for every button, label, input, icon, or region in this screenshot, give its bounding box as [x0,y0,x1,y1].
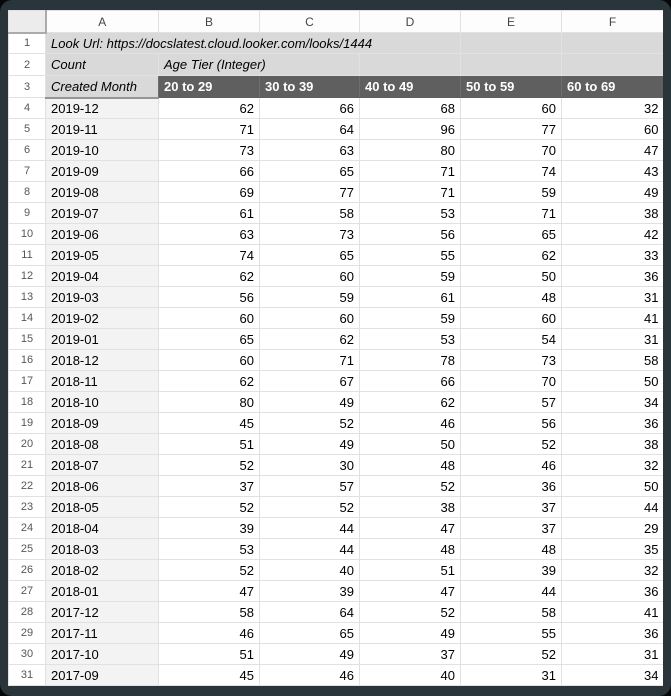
cell-count-value[interactable]: 39 [260,581,360,602]
cell-created-month[interactable]: 2018-04 [46,518,159,539]
cell-count-value[interactable]: 53 [360,329,461,350]
cell-created-month[interactable]: 2018-06 [46,476,159,497]
cell-count-value[interactable]: 55 [461,623,562,644]
row-header[interactable]: 13 [9,287,46,308]
cell-count-value[interactable]: 37 [360,644,461,665]
row-header[interactable]: 20 [9,434,46,455]
cell-count-value[interactable]: 47 [360,518,461,539]
table-row [9,644,664,665]
cell-created-month[interactable]: 2018-10 [46,392,159,413]
cell-count-value[interactable]: 60 [159,350,260,371]
cell-count-value[interactable]: 52 [360,476,461,497]
table-row [9,98,664,119]
cell-count-value[interactable]: 60 [461,308,562,329]
row-header[interactable]: 22 [9,476,46,497]
cell-count-value[interactable]: 60 [461,98,562,119]
cell-empty[interactable] [360,54,461,76]
table-row [9,455,664,476]
table-row [9,560,664,581]
column-header-a[interactable]: A [46,11,159,33]
cell-count-value[interactable]: 58 [461,602,562,623]
cell-count-value[interactable]: 66 [360,371,461,392]
row-header[interactable]: 18 [9,392,46,413]
cell-age-tier-60-69[interactable]: 60 to 69 [562,76,664,98]
pivot-header-row [9,76,664,98]
row-header[interactable]: 1 [9,33,46,54]
cell-age-tier-30-39[interactable]: 30 to 39 [260,76,360,98]
row-header[interactable]: 6 [9,140,46,161]
cell-count-value[interactable]: 37 [461,497,562,518]
cell-count-value[interactable]: 65 [260,161,360,182]
cell-created-month[interactable]: 2017-10 [46,644,159,665]
cell-count-value[interactable]: 62 [159,98,260,119]
table-row [9,476,664,497]
cell-count-value[interactable]: 69 [159,182,260,203]
cell-count-value[interactable]: 39 [159,518,260,539]
cell-count-value[interactable]: 52 [159,560,260,581]
spreadsheet-grid [8,10,663,686]
cell-count-value[interactable]: 61 [360,287,461,308]
cell-count-value[interactable]: 50 [562,371,664,392]
cell-count-value[interactable]: 36 [562,581,664,602]
cell-count-value[interactable]: 47 [360,581,461,602]
cell-count-value[interactable]: 36 [562,623,664,644]
column-header-c[interactable]: C [260,11,360,33]
table-row [9,665,664,686]
cell-created-month[interactable]: 2018-02 [46,560,159,581]
table-row [9,203,664,224]
cell-count-value[interactable]: 32 [562,98,664,119]
cell-count-value[interactable]: 96 [360,119,461,140]
cell-count-value[interactable]: 50 [360,434,461,455]
cell-count-value[interactable]: 67 [260,371,360,392]
table-row [9,182,664,203]
cell-count-value[interactable]: 70 [461,371,562,392]
look-url-row [9,33,664,54]
cell-count-value[interactable]: 62 [461,245,562,266]
cell-count-value[interactable]: 46 [461,455,562,476]
cell-created-month[interactable]: 2018-12 [46,350,159,371]
table-row [9,224,664,245]
cell-count-value[interactable]: 59 [260,287,360,308]
cell-count-value[interactable]: 48 [461,287,562,308]
table-row [9,371,664,392]
cell-created-month[interactable]: 2019-06 [46,224,159,245]
cell-count-value[interactable]: 77 [461,119,562,140]
column-header-b[interactable]: B [159,11,260,33]
cell-created-month[interactable]: 2019-05 [46,245,159,266]
cell-count-value[interactable]: 37 [159,476,260,497]
cell-count-value[interactable]: 66 [159,161,260,182]
cell-empty[interactable] [461,54,562,76]
cell-count-value[interactable]: 50 [562,476,664,497]
cell-count-value[interactable]: 63 [260,140,360,161]
cell-count-value[interactable]: 49 [360,623,461,644]
cell-count-value[interactable]: 71 [159,119,260,140]
row-header[interactable]: 27 [9,581,46,602]
row-header[interactable]: 21 [9,455,46,476]
cell-count-value[interactable]: 51 [360,560,461,581]
cell-age-tier-40-49[interactable]: 40 to 49 [360,76,461,98]
cell-age-tier-20-29[interactable]: 20 to 29 [159,76,260,98]
cell-count-value[interactable]: 64 [260,119,360,140]
cell-count-value[interactable]: 42 [562,224,664,245]
cell-count-value[interactable]: 53 [159,539,260,560]
cell-count-value[interactable]: 49 [260,392,360,413]
cell-created-month[interactable]: 2018-05 [46,497,159,518]
cell-count-value[interactable]: 71 [260,350,360,371]
cell-look-url[interactable]: Look Url: https://docslatest.cloud.looker.com/looks/1444 [46,33,461,54]
row-header[interactable]: 29 [9,623,46,644]
cell-count-value[interactable]: 74 [159,245,260,266]
cell-created-month[interactable]: 2017-09 [46,665,159,686]
cell-count-value[interactable]: 46 [360,413,461,434]
row-header[interactable]: 25 [9,539,46,560]
cell-created-month[interactable]: 2019-12 [46,98,159,119]
table-row [9,308,664,329]
cell-count-value[interactable]: 36 [461,476,562,497]
cell-count-value[interactable]: 49 [562,182,664,203]
table-row [9,602,664,623]
row-header[interactable]: 16 [9,350,46,371]
cell-created-month[interactable]: 2018-03 [46,539,159,560]
cell-count-value[interactable]: 51 [159,644,260,665]
cell-count-value[interactable]: 62 [260,329,360,350]
cell-count-value[interactable]: 45 [159,413,260,434]
cell-count-value[interactable]: 62 [360,392,461,413]
table-row [9,497,664,518]
row-header[interactable]: 3 [9,76,46,98]
cell-count-value[interactable]: 54 [461,329,562,350]
cell-count-value[interactable]: 70 [461,140,562,161]
cell-count-value[interactable]: 61 [159,203,260,224]
cell-created-month[interactable]: 2018-08 [46,434,159,455]
cell-count-value[interactable]: 58 [159,602,260,623]
select-all-corner[interactable] [9,11,46,33]
column-header-f[interactable]: F [562,11,664,33]
measure-row [9,54,664,76]
cell-created-month[interactable]: 2019-09 [46,161,159,182]
cell-count-label[interactable]: Count [46,54,159,76]
cell-count-value[interactable]: 44 [461,581,562,602]
row-header[interactable]: 5 [9,119,46,140]
cell-age-tier-50-59[interactable]: 50 to 59 [461,76,562,98]
cell-count-value[interactable]: 68 [360,98,461,119]
cell-count-value[interactable]: 52 [159,455,260,476]
row-header[interactable]: 24 [9,518,46,539]
cell-created-month[interactable]: 2018-07 [46,455,159,476]
cell-count-value[interactable]: 62 [159,371,260,392]
cell-count-value[interactable]: 46 [260,665,360,686]
cell-created-month[interactable]: 2017-11 [46,623,159,644]
cell-count-value[interactable]: 52 [461,434,562,455]
cell-count-value[interactable]: 46 [159,623,260,644]
cell-count-value[interactable]: 30 [260,455,360,476]
cell-count-value[interactable]: 32 [562,560,664,581]
cell-count-value[interactable]: 43 [562,161,664,182]
cell-created-month[interactable]: 2019-10 [46,140,159,161]
cell-count-value[interactable]: 58 [260,203,360,224]
cell-count-value[interactable]: 51 [159,434,260,455]
row-header[interactable]: 9 [9,203,46,224]
row-header[interactable]: 23 [9,497,46,518]
cell-created-month[interactable]: 2019-01 [46,329,159,350]
cell-created-month-label[interactable]: Created Month [46,76,159,98]
cell-count-value[interactable]: 65 [260,623,360,644]
cell-count-value[interactable]: 39 [461,560,562,581]
cell-count-value[interactable]: 52 [260,413,360,434]
table-row [9,413,664,434]
row-header[interactable]: 12 [9,266,46,287]
row-header[interactable]: 10 [9,224,46,245]
cell-created-month[interactable]: 2019-08 [46,182,159,203]
cell-count-value[interactable]: 35 [562,539,664,560]
cell-count-value[interactable]: 36 [562,266,664,287]
row-header[interactable]: 4 [9,98,46,119]
cell-count-value[interactable]: 59 [461,182,562,203]
cell-count-value[interactable]: 49 [260,434,360,455]
cell-created-month[interactable]: 2019-04 [46,266,159,287]
cell-created-month[interactable]: 2018-11 [46,371,159,392]
cell-empty[interactable] [461,33,562,54]
cell-count-value[interactable]: 58 [562,350,664,371]
row-header[interactable]: 11 [9,245,46,266]
cell-count-value[interactable]: 41 [562,602,664,623]
cell-count-value[interactable]: 31 [562,287,664,308]
cell-count-value[interactable]: 65 [461,224,562,245]
table-row [9,329,664,350]
cell-count-value[interactable]: 47 [562,140,664,161]
cell-count-value[interactable]: 47 [159,581,260,602]
cell-count-value[interactable]: 41 [562,308,664,329]
column-header-e[interactable]: E [461,11,562,33]
table-row [9,245,664,266]
cell-count-value[interactable]: 31 [562,329,664,350]
table-row [9,350,664,371]
cell-count-value[interactable]: 59 [360,266,461,287]
table-row [9,287,664,308]
cell-created-month[interactable]: 2018-01 [46,581,159,602]
cell-count-value[interactable]: 74 [461,161,562,182]
cell-count-value[interactable]: 53 [360,203,461,224]
cell-count-value[interactable]: 31 [562,644,664,665]
table-row [9,518,664,539]
table-row [9,140,664,161]
cell-count-value[interactable]: 73 [260,224,360,245]
row-header[interactable]: 30 [9,644,46,665]
cell-count-value[interactable]: 31 [461,665,562,686]
cell-count-value[interactable]: 52 [260,497,360,518]
cell-count-value[interactable]: 64 [260,602,360,623]
cell-count-value[interactable]: 34 [562,392,664,413]
cell-count-value[interactable]: 60 [562,119,664,140]
cell-count-value[interactable]: 65 [159,329,260,350]
cell-count-value[interactable]: 71 [360,182,461,203]
cell-created-month[interactable]: 2017-12 [46,602,159,623]
cell-count-value[interactable]: 40 [260,560,360,581]
cell-count-value[interactable]: 56 [461,413,562,434]
spreadsheet [8,10,663,686]
cell-count-value[interactable]: 36 [562,413,664,434]
cell-count-value[interactable]: 60 [159,308,260,329]
cell-count-value[interactable]: 73 [159,140,260,161]
cell-count-value[interactable]: 52 [360,602,461,623]
table-row [9,581,664,602]
cell-empty[interactable] [562,33,664,54]
cell-count-value[interactable]: 45 [159,665,260,686]
cell-count-value[interactable]: 48 [461,539,562,560]
cell-created-month[interactable]: 2019-02 [46,308,159,329]
column-header-d[interactable]: D [360,11,461,33]
cell-count-value[interactable]: 52 [159,497,260,518]
row-header[interactable]: 19 [9,413,46,434]
cell-count-value[interactable]: 48 [360,539,461,560]
cell-count-value[interactable]: 60 [260,266,360,287]
cell-count-value[interactable]: 50 [461,266,562,287]
cell-count-value[interactable]: 38 [562,434,664,455]
cell-count-value[interactable]: 34 [562,665,664,686]
cell-created-month[interactable]: 2019-11 [46,119,159,140]
cell-count-value[interactable]: 52 [461,644,562,665]
row-header[interactable]: 17 [9,371,46,392]
cell-count-value[interactable]: 29 [562,518,664,539]
cell-created-month[interactable]: 2019-07 [46,203,159,224]
cell-count-value[interactable]: 71 [461,203,562,224]
table-row [9,539,664,560]
cell-count-value[interactable]: 56 [159,287,260,308]
cell-count-value[interactable]: 65 [260,245,360,266]
table-row [9,119,664,140]
row-header[interactable]: 15 [9,329,46,350]
cell-count-value[interactable]: 49 [260,644,360,665]
cell-count-value[interactable]: 57 [260,476,360,497]
row-header[interactable]: 8 [9,182,46,203]
cell-count-value[interactable]: 44 [260,539,360,560]
row-header[interactable]: 14 [9,308,46,329]
cell-count-value[interactable]: 38 [360,497,461,518]
row-header[interactable]: 7 [9,161,46,182]
cell-count-value[interactable]: 44 [260,518,360,539]
table-row [9,266,664,287]
cell-empty[interactable] [562,54,664,76]
row-header[interactable]: 26 [9,560,46,581]
table-row [9,434,664,455]
cell-count-value[interactable]: 66 [260,98,360,119]
cell-count-value[interactable]: 71 [360,161,461,182]
cell-count-value[interactable]: 57 [461,392,562,413]
cell-count-value[interactable]: 77 [260,182,360,203]
cell-created-month[interactable]: 2018-09 [46,413,159,434]
table-row [9,392,664,413]
cell-count-value[interactable]: 32 [562,455,664,476]
cell-count-value[interactable]: 38 [562,203,664,224]
cell-count-value[interactable]: 56 [360,224,461,245]
row-header[interactable]: 28 [9,602,46,623]
cell-count-value[interactable]: 62 [159,266,260,287]
cell-count-value[interactable]: 78 [360,350,461,371]
cell-count-value[interactable]: 73 [461,350,562,371]
cell-count-value[interactable]: 40 [360,665,461,686]
cell-count-value[interactable]: 37 [461,518,562,539]
cell-count-value[interactable]: 44 [562,497,664,518]
cell-count-value[interactable]: 63 [159,224,260,245]
row-header[interactable]: 2 [9,54,46,76]
column-header-row [9,11,664,33]
row-header[interactable]: 31 [9,665,46,686]
cell-count-value[interactable]: 59 [360,308,461,329]
cell-count-value[interactable]: 55 [360,245,461,266]
cell-count-value[interactable]: 33 [562,245,664,266]
cell-count-value[interactable]: 60 [260,308,360,329]
cell-count-value[interactable]: 80 [360,140,461,161]
cell-created-month[interactable]: 2019-03 [46,287,159,308]
cell-count-value[interactable]: 80 [159,392,260,413]
cell-count-value[interactable]: 48 [360,455,461,476]
cell-age-tier-label[interactable]: Age Tier (Integer) [159,54,360,76]
table-row [9,161,664,182]
table-row [9,623,664,644]
